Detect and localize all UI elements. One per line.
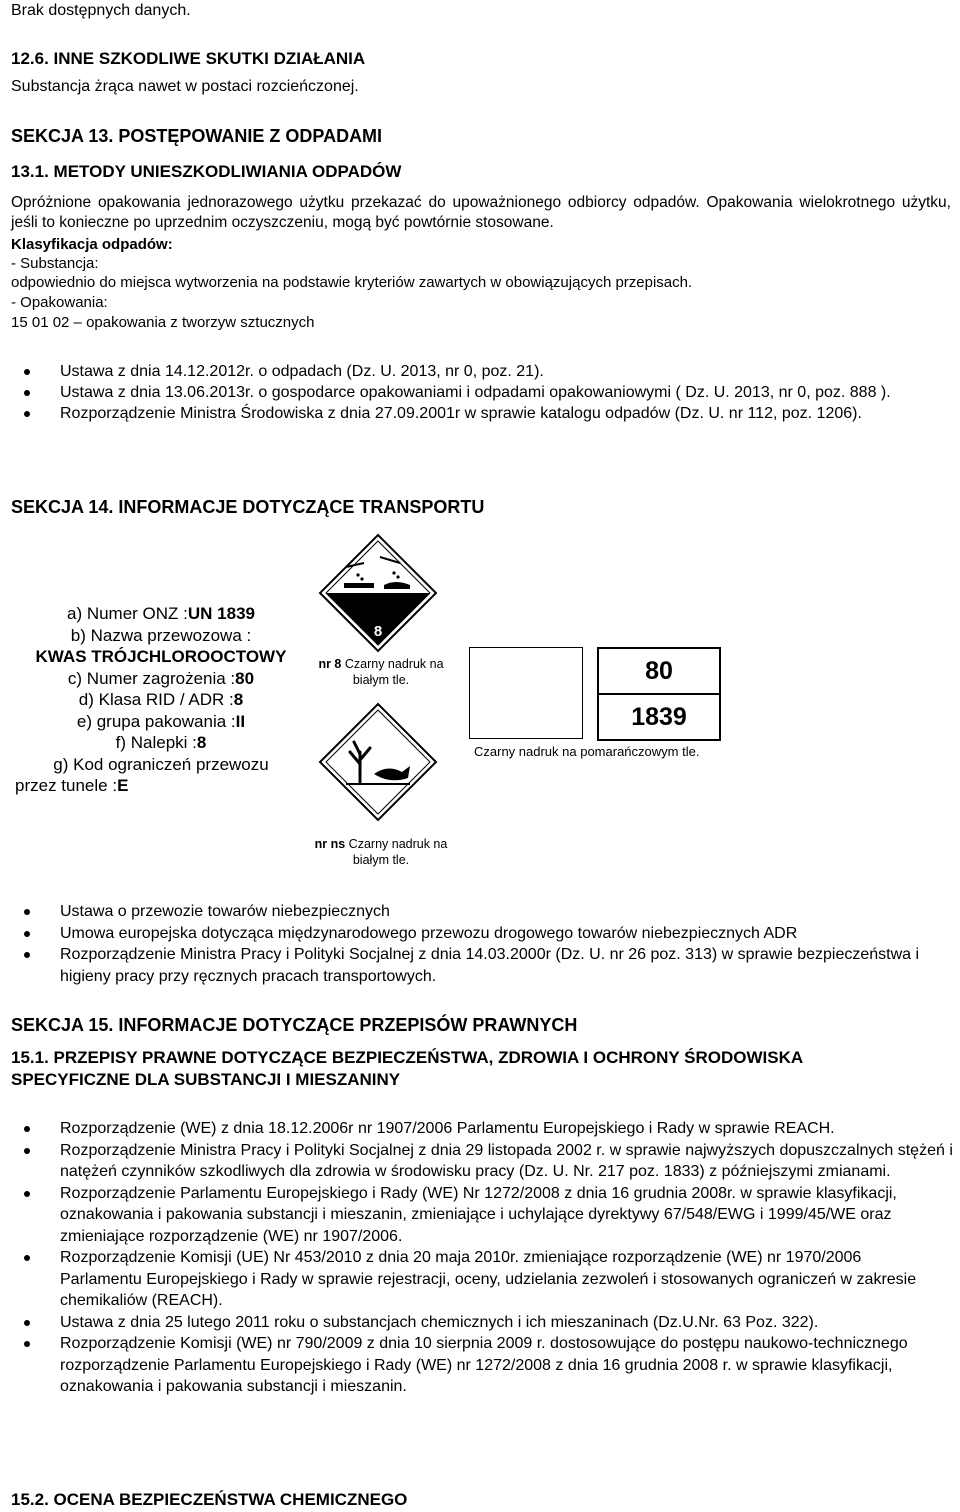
orange-hazard-plate xyxy=(597,647,721,741)
list-item: Rozporządzenie Ministra Środowiska z dnia 27.09.2001r w sprawie katalogu odpadów (Dz. U. nr 112, poz. 1206). xyxy=(11,403,951,424)
top-note: Brak dostępnych danych. xyxy=(11,2,191,19)
plate-caption: Czarny nadruk na pomarańczowym tle. xyxy=(474,744,700,759)
packaging-text: 15 01 02 – opakowania z tworzyw sztucznych xyxy=(11,314,315,331)
section-13-paragraph: Opróżnione opakowania jednorazowego użytku przekazać do upoważnionego odbiorcy odpadów. Opakowania wielokrotnego użytku, jeśli to konieczne po uprzednim oczyszczeniu, mogą być powtórnie stosowane. xyxy=(11,194,951,231)
list-item: Ustawa o przewozie towarów niebezpiecznych xyxy=(11,901,956,923)
section-14-heading: SEKCJA 14. INFORMACJE DOTYCZĄCE TRANSPORTU xyxy=(11,497,485,517)
section-14-law-list xyxy=(11,901,956,987)
corrosive-class-8-label-icon xyxy=(318,533,438,653)
waste-classification-label: Klasyfikacja odpadów: xyxy=(11,236,173,253)
label-class-number: 8 xyxy=(373,623,383,640)
section-12-6-text: Substancja żrąca nawet w postaci rozcieńczonej. xyxy=(11,78,359,95)
section-15-law-list xyxy=(11,1118,956,1398)
list-item: Rozporządzenie (WE) z dnia 18.12.2006r nr 1907/2006 Parlamentu Europejskiego i Rady w sprawie REACH. xyxy=(11,1118,956,1140)
list-item: Rozporządzenie Komisji (WE) nr 790/2009 z dnia 10 sierpnia 2009 r. dostosowujące do postępu naukowo-technicznego rozporządzenie Parlamentu Europejskiego i Rady (WE) nr 1272/2008 z dnia 16 grudnia 2008 r. w sprawie klasyfikacji, oznakowania i pakowania substancji i mieszanin. xyxy=(11,1333,956,1398)
section-13-1-heading: 13.1. METODY UNIESZKODLIWIANIA ODPADÓW xyxy=(11,162,402,181)
list-item: Rozporządzenie Ministra Pracy i Polityki Socjalnej z dnia 14.03.2000r (Dz. U. nr 26 poz. 313) w sprawie bezpieczeństwa i higieny pracy przy ręcznych pracach transportowych. xyxy=(11,944,956,987)
un-number: 1839 xyxy=(631,702,687,731)
list-item: Rozporządzenie Ministra Pracy i Polityki Socjalnej z dnia 29 listopada 2002 r. w sprawie najwyższych dopuszczalnych stężeń i natężeń czynników szkodliwych dla zdrowia w środowisku pracy (Dz. U. Nr. 217 poz. 1833) z późniejszymi zmianami. xyxy=(11,1140,956,1183)
substance-label: - Substancja: xyxy=(11,255,99,272)
packaging-label: - Opakowania: xyxy=(11,294,108,311)
environment-hazard-label-icon xyxy=(318,702,438,822)
list-item: Ustawa z dnia 25 lutego 2011 roku o substancjach chemicznych i ich mieszaninach (Dz.U.Nr. 63 Poz. 322). xyxy=(11,1312,956,1334)
section-12-6-heading: 12.6. INNE SZKODLIWE SKUTKI DZIAŁANIA xyxy=(11,49,366,68)
substance-text: odpowiednio do miejsca wytworzenia na podstawie kryteriów zawartych w obowiązujących przepisach. xyxy=(11,274,693,291)
list-item: Rozporządzenie Parlamentu Europejskiego i Rady (WE) Nr 1272/2008 z dnia 16 grudnia 2008r. w sprawie klasyfikacji, oznakowania i pakowania substancji i mieszanin, zmieniające i uchylające dyrektywy 67/548/EWG i 1999/45/WE oraz zmieniające rozporządzenie (WE) nr 1907/2006. xyxy=(11,1183,956,1248)
section-13-heading: SEKCJA 13. POSTĘPOWANIE Z ODPADAMI xyxy=(11,126,383,146)
blank-label-box xyxy=(469,647,583,739)
shipping-name-value: KWAS TRÓJCHLOROOCTOWY xyxy=(35,647,287,666)
label-8-caption: nr 8 Czarny nadruk na białym tle. xyxy=(318,657,444,687)
shipping-name-row: b) Nazwa przewozowa : xyxy=(70,625,252,645)
hazard-number: 80 xyxy=(599,649,719,695)
section-15-heading: SEKCJA 15. INFORMACJE DOTYCZĄCE PRZEPISÓW PRAWNYCH xyxy=(11,1015,578,1035)
section-13-law-list xyxy=(11,361,951,424)
labels-row: f) Nalepki :8 xyxy=(115,733,207,752)
transport-info-list xyxy=(11,603,311,797)
list-item: Rozporządzenie Komisji (UE) Nr 453/2010 z dnia 20 maja 2010r. zmieniające rozporządzenie (WE) nr 1970/2006 Parlamentu Europejskiego i Rady w sprawie rejestracji, oceny, udzielania zezwoleń i stosowanych ograniczeń w zakresie chemikaliów (REACH). xyxy=(11,1247,956,1312)
un-number-row: a) Numer ONZ :UN 1839 xyxy=(66,604,255,623)
section-15-1-heading-line1: 15.1. PRZEPISY PRAWNE DOTYCZĄCE BEZPIECZEŃSTWA, ZDROWIA I OCHRONY ŚRODOWISKA xyxy=(11,1048,804,1067)
class-row: d) Klasa RID / ADR :8 xyxy=(78,690,244,709)
label-ns-caption: nr ns Czarny nadruk na białym tle. xyxy=(314,837,448,867)
hazard-number-row: c) Numer zagrożenia :80 xyxy=(67,668,255,688)
list-item: Ustawa z dnia 13.06.2013r. o gospodarce opakowaniami i odpadami opakowaniowymi ( Dz. U. 2013, nr 0, poz. 888 ). xyxy=(11,382,951,403)
list-item: Ustawa z dnia 14.12.2012r. o odpadach (Dz. U. 2013, nr 0, poz. 21). xyxy=(11,361,951,382)
tunnel-code-value-row: przez tunele :E xyxy=(15,776,129,795)
tunnel-code-row: g) Kod ograniczeń przewozu xyxy=(53,754,269,774)
list-item: Umowa europejska dotycząca międzynarodowego przewozu drogowego towarów niebezpiecznych ADR xyxy=(11,923,956,945)
section-15-1-heading-line2: SPECYFICZNE DLA SUBSTANCJI I MIESZANINY xyxy=(11,1070,401,1089)
section-15-2-heading: 15.2. OCENA BEZPIECZEŃSTWA CHEMICZNEGO xyxy=(11,1490,408,1509)
packing-group-row: e) grupa pakowania :II xyxy=(76,711,246,731)
